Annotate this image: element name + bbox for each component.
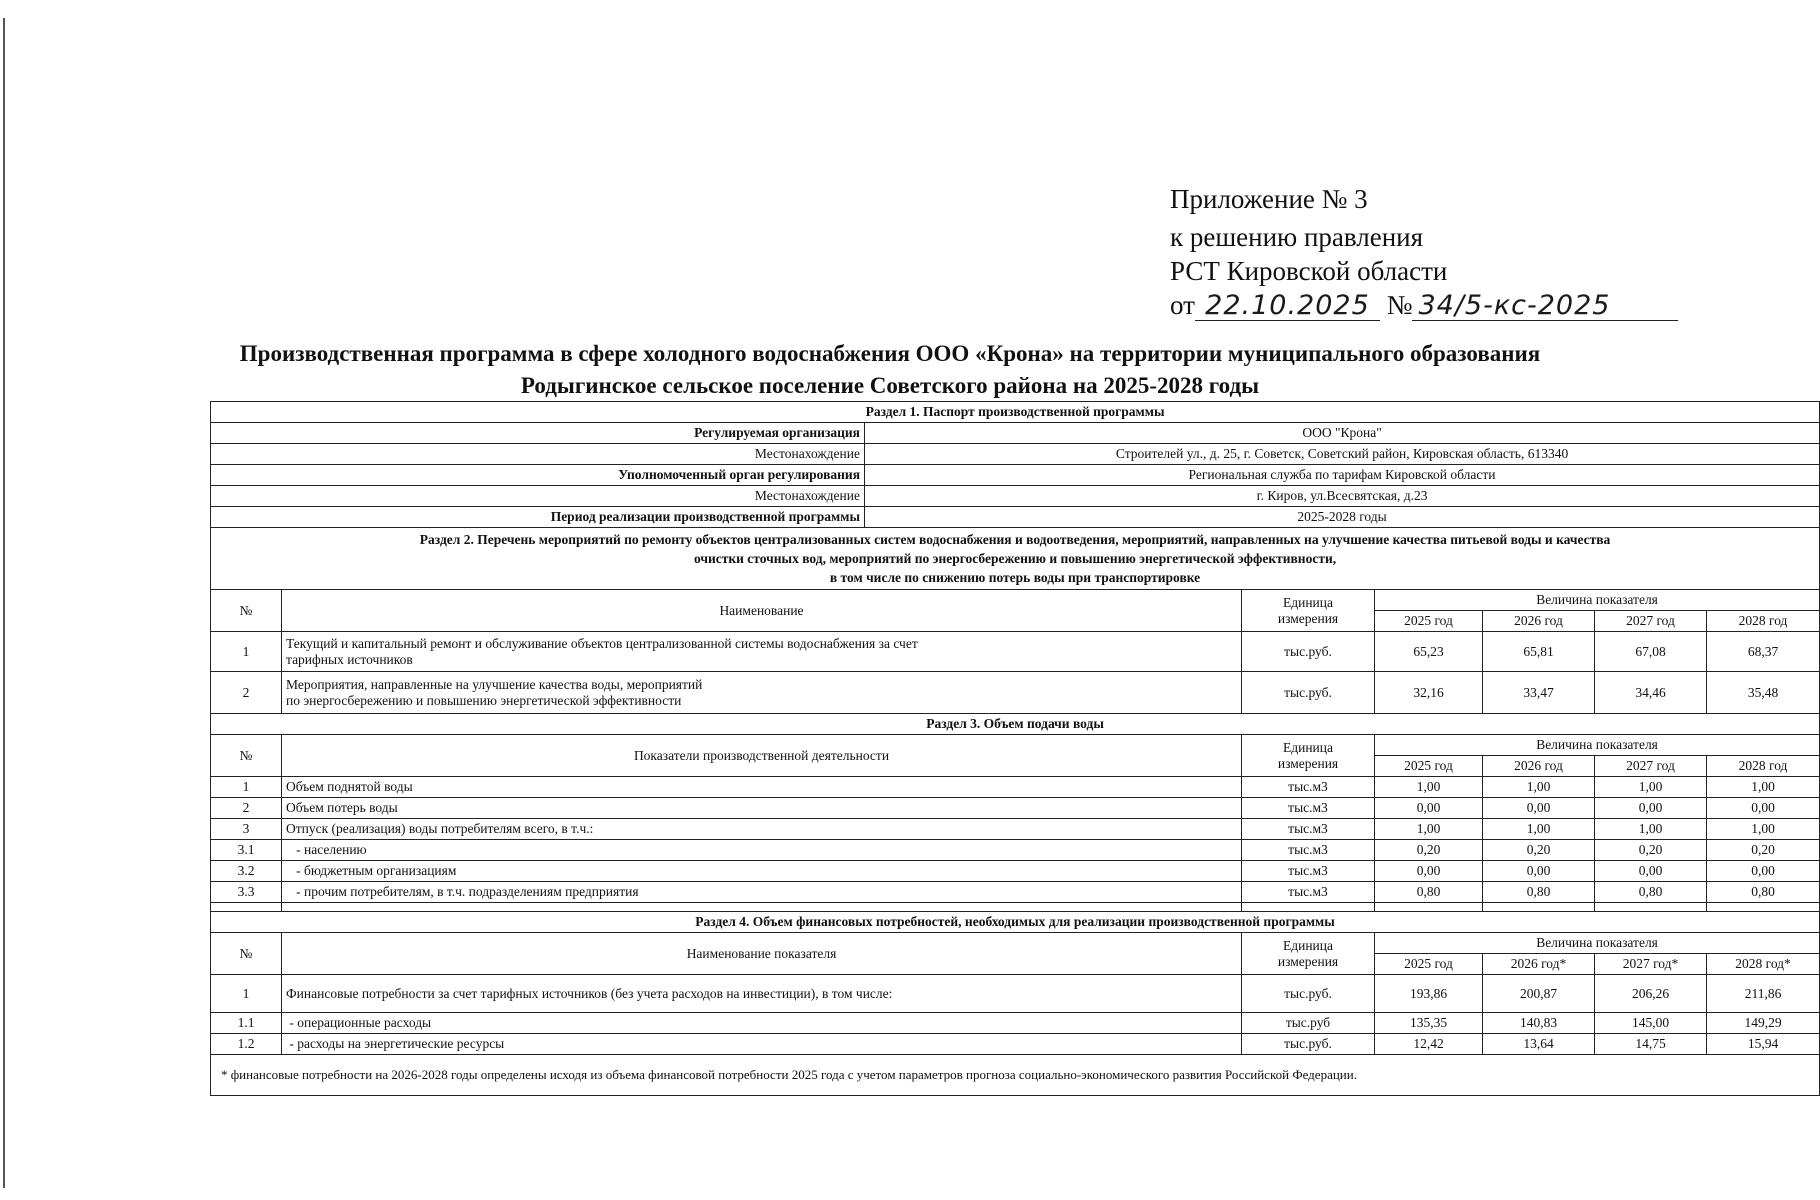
row-no: 1 <box>211 777 282 798</box>
date-number-line <box>1170 288 1678 322</box>
col-unit <box>1242 933 1375 975</box>
row-no: 1 <box>211 975 282 1013</box>
passport-value: г. Киров, ул.Всесвятская, д.23 <box>865 486 1820 507</box>
row-name: Объем поднятой воды <box>282 777 1242 798</box>
row-value: 32,16 <box>1375 672 1483 714</box>
spacer-row <box>211 903 1820 912</box>
row-value: 35,48 <box>1707 672 1820 714</box>
col-year: 2025 год <box>1375 954 1483 975</box>
footnote: * финансовые потребности на 2026-2028 годы определены исходя из объема финансовой потребности 2025 года с учетом параметров прогноза социально-экономического развития Российской Федерации. <box>211 1055 1820 1096</box>
row-no: 3.2 <box>211 861 282 882</box>
row-no: 2 <box>211 798 282 819</box>
row-name-line-1: Мероприятия, направленные на улучшение качества воды, мероприятий <box>286 676 703 692</box>
row-no: 1 <box>211 632 282 672</box>
scan-margin-line <box>3 18 5 1188</box>
table-row <box>211 798 1820 819</box>
row-value: 0,00 <box>1375 798 1483 819</box>
footnote-row <box>211 1055 1820 1096</box>
section4-header-row <box>211 912 1820 933</box>
section4-header: Раздел 4. Объем финансовых потребностей, необходимых для реализации производственной программы <box>211 912 1820 933</box>
passport-label: Местонахождение <box>211 486 865 507</box>
section1-header: Раздел 1. Паспорт производственной программы <box>211 402 1820 423</box>
col-year: 2025 год <box>1375 611 1483 632</box>
table-row <box>211 861 1820 882</box>
row-value: 1,00 <box>1375 819 1483 840</box>
row-name: - операционные расходы <box>282 1013 1242 1034</box>
col-year: 2027 год <box>1595 611 1707 632</box>
row-unit: тыс.м3 <box>1242 882 1375 903</box>
col-year: 2028 год <box>1707 611 1820 632</box>
row-value: 1,00 <box>1483 777 1595 798</box>
col-no: № <box>211 735 282 777</box>
row-no: 1.1 <box>211 1013 282 1034</box>
row-unit: тыс.руб <box>1242 1013 1375 1034</box>
table-row <box>211 632 1820 672</box>
row-name-line-1: Текущий и капитальный ремонт и обслуживание объектов централизованной системы водоснабжения за счет <box>286 635 918 651</box>
approval-block <box>1170 182 1678 322</box>
row-value: 211,86 <box>1707 975 1820 1013</box>
authority-line: РСТ Кировской области <box>1170 256 1448 286</box>
row-value: 0,80 <box>1595 882 1707 903</box>
row-value: 13,64 <box>1483 1034 1595 1055</box>
from-label: от <box>1170 290 1195 320</box>
row-name-line-2: по энергосбережению и повышению энергетической эффективности <box>286 692 682 708</box>
passport-row <box>211 486 1820 507</box>
row-value: 1,00 <box>1483 819 1595 840</box>
row-value: 0,20 <box>1375 840 1483 861</box>
row-value: 0,00 <box>1707 861 1820 882</box>
row-value: 1,00 <box>1595 819 1707 840</box>
col-unit-line-2: измерения <box>1277 953 1339 969</box>
section3-header: Раздел 3. Объем подачи воды <box>211 714 1820 735</box>
passport-value: Строителей ул., д. 25, г. Советск, Советский район, Кировская область, 613340 <box>865 444 1820 465</box>
row-value: 0,80 <box>1707 882 1820 903</box>
row-value: 68,37 <box>1707 632 1820 672</box>
section3-colhead-row <box>211 735 1820 756</box>
row-name: - расходы на энергетические ресурсы <box>282 1034 1242 1055</box>
row-name-line-2: тарифных источников <box>286 651 413 667</box>
appendix-number: Приложение № 3 <box>1170 184 1368 214</box>
row-value: 0,00 <box>1595 861 1707 882</box>
row-value: 0,00 <box>1483 798 1595 819</box>
row-no: 2 <box>211 672 282 714</box>
passport-label: Период реализации производственной программы <box>211 507 865 528</box>
row-value: 65,81 <box>1483 632 1595 672</box>
row-name: Финансовые потребности за счет тарифных источников (без учета расходов на инвестиции), в том числе: <box>282 975 1242 1013</box>
row-value: 200,87 <box>1483 975 1595 1013</box>
col-year: 2026 год <box>1483 611 1595 632</box>
col-unit-line-1: Единица <box>1282 739 1333 755</box>
row-value: 14,75 <box>1595 1034 1707 1055</box>
row-value: 0,00 <box>1483 861 1595 882</box>
row-unit: тыс.руб. <box>1242 632 1375 672</box>
row-name: Объем потерь воды <box>282 798 1242 819</box>
section4-colhead-row <box>211 933 1820 954</box>
row-value: 1,00 <box>1375 777 1483 798</box>
passport-row <box>211 465 1820 486</box>
title-line-2: Родыгинское сельское поселение Советского района на 2025-2028 годы <box>520 373 1260 398</box>
row-unit: тыс.руб. <box>1242 672 1375 714</box>
passport-label: Регулируемая организация <box>211 423 865 444</box>
table-row <box>211 882 1820 903</box>
row-value: 140,83 <box>1483 1013 1595 1034</box>
col-name: Наименование <box>282 590 1242 632</box>
col-unit-line-2: измерения <box>1277 610 1339 626</box>
passport-row <box>211 507 1820 528</box>
decision-line: к решению правления <box>1170 222 1424 252</box>
row-name: - бюджетным организациям <box>282 861 1242 882</box>
row-value: 1,00 <box>1707 777 1820 798</box>
col-year: 2026 год <box>1483 756 1595 777</box>
table-row <box>211 777 1820 798</box>
table-row <box>211 819 1820 840</box>
passport-value: ООО "Крона" <box>865 423 1820 444</box>
passport-row <box>211 423 1820 444</box>
section2-colhead-row <box>211 590 1820 611</box>
col-name: Наименование показателя <box>282 933 1242 975</box>
title-line-1: Производственная программа в сфере холодного водоснабжения ООО «Крона» на территории муниципального образования <box>239 341 1541 366</box>
row-unit: тыс.руб. <box>1242 1034 1375 1055</box>
row-value: 12,42 <box>1375 1034 1483 1055</box>
col-unit <box>1242 590 1375 632</box>
passport-value: 2025-2028 годы <box>865 507 1820 528</box>
col-unit-line-1: Единица <box>1282 594 1333 610</box>
row-no: 3.1 <box>211 840 282 861</box>
number-label: № <box>1386 290 1413 320</box>
table-row <box>211 1034 1820 1055</box>
row-name <box>282 672 1242 714</box>
handwritten-number: 34/5-кс-2025 <box>1412 292 1678 321</box>
row-value: 0,80 <box>1375 882 1483 903</box>
row-value: 0,20 <box>1595 840 1707 861</box>
row-unit: тыс.м3 <box>1242 840 1375 861</box>
row-value: 206,26 <box>1595 975 1707 1013</box>
col-no: № <box>211 590 282 632</box>
col-value: Величина показателя <box>1375 735 1820 756</box>
row-name <box>282 632 1242 672</box>
row-unit: тыс.м3 <box>1242 861 1375 882</box>
col-value: Величина показателя <box>1375 590 1820 611</box>
row-value: 0,00 <box>1375 861 1483 882</box>
row-value: 15,94 <box>1707 1034 1820 1055</box>
table-row <box>211 840 1820 861</box>
passport-label: Уполномоченный орган регулирования <box>211 465 865 486</box>
row-no: 3 <box>211 819 282 840</box>
passport-row <box>211 444 1820 465</box>
passport-label: Местонахождение <box>211 444 865 465</box>
row-unit: тыс.м3 <box>1242 819 1375 840</box>
program-table <box>210 401 1820 1096</box>
row-value: 34,46 <box>1595 672 1707 714</box>
section2-header-line-2: очистки сточных вод, мероприятий по энергосбережению и повышению энергетической эффективности, <box>693 551 1337 566</box>
section2-header-row <box>211 528 1820 590</box>
row-name: - населению <box>282 840 1242 861</box>
col-name: Показатели производственной деятельности <box>282 735 1242 777</box>
col-no: № <box>211 933 282 975</box>
row-value: 65,23 <box>1375 632 1483 672</box>
row-value: 135,35 <box>1375 1013 1483 1034</box>
col-year: 2026 год* <box>1483 954 1595 975</box>
col-year: 2027 год* <box>1595 954 1707 975</box>
section2-header-line-1: Раздел 2. Перечень мероприятий по ремонту объектов централизованных систем водоснабжения и водоотведения, мероприятий, направленных на улучшение качества питьевой воды и качества <box>419 532 1611 547</box>
section1-header-row <box>211 402 1820 423</box>
row-value: 0,00 <box>1707 798 1820 819</box>
col-value: Величина показателя <box>1375 933 1820 954</box>
row-name: Отпуск (реализация) воды потребителям всего, в т.ч.: <box>282 819 1242 840</box>
row-value: 67,08 <box>1595 632 1707 672</box>
col-unit <box>1242 735 1375 777</box>
col-year: 2028 год* <box>1707 954 1820 975</box>
col-unit-line-2: измерения <box>1277 755 1339 771</box>
col-year: 2028 год <box>1707 756 1820 777</box>
passport-value: Региональная служба по тарифам Кировской области <box>865 465 1820 486</box>
table-row <box>211 1013 1820 1034</box>
row-name: - прочим потребителям, в т.ч. подразделениям предприятия <box>282 882 1242 903</box>
col-year: 2025 год <box>1375 756 1483 777</box>
section3-header-row <box>211 714 1820 735</box>
row-value: 0,20 <box>1483 840 1595 861</box>
row-no: 3.3 <box>211 882 282 903</box>
row-unit: тыс.руб. <box>1242 975 1375 1013</box>
table-row <box>211 975 1820 1013</box>
row-value: 0,80 <box>1483 882 1595 903</box>
row-value: 0,20 <box>1707 840 1820 861</box>
row-value: 149,29 <box>1707 1013 1820 1034</box>
col-unit-line-1: Единица <box>1282 937 1333 953</box>
table-row <box>211 672 1820 714</box>
document-title <box>200 338 1580 402</box>
row-value: 0,00 <box>1595 798 1707 819</box>
handwritten-date: 22.10.2025 <box>1195 292 1380 321</box>
row-value: 193,86 <box>1375 975 1483 1013</box>
row-unit: тыс.м3 <box>1242 777 1375 798</box>
row-unit: тыс.м3 <box>1242 798 1375 819</box>
row-no: 1.2 <box>211 1034 282 1055</box>
row-value: 145,00 <box>1595 1013 1707 1034</box>
section2-header <box>211 528 1820 590</box>
row-value: 1,00 <box>1595 777 1707 798</box>
section2-header-line-3: в том числе по снижению потерь воды при транспортировке <box>829 570 1201 585</box>
row-value: 1,00 <box>1707 819 1820 840</box>
row-value: 33,47 <box>1483 672 1595 714</box>
col-year: 2027 год <box>1595 756 1707 777</box>
